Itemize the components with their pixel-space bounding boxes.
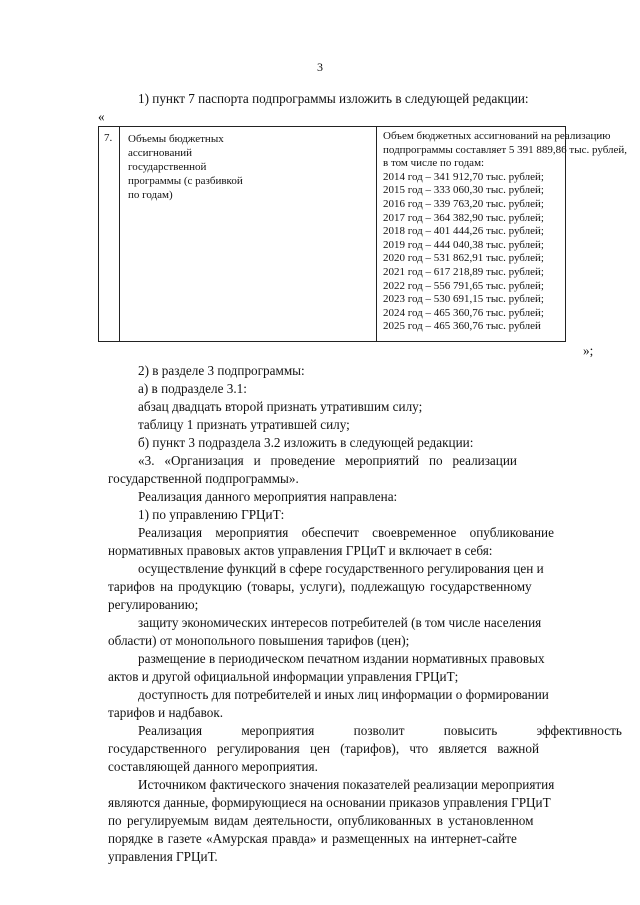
para2-line-1: осуществление функций в сфере государственного регулирования цен и xyxy=(138,561,544,576)
close-quote: »; xyxy=(583,343,594,358)
para1-line-2: нормативных правовых актов управления ГРЦиТ и включает в себя: xyxy=(108,543,493,558)
value-line: 2022 год – 556 791,65 тыс. рублей; xyxy=(383,279,544,292)
para7-line-3: по регулируемым видам деятельности, опубликованных в установленном xyxy=(108,813,534,828)
p3-line-2: государственной подпрограммы». xyxy=(108,471,299,486)
value-line: Объем бюджетных ассигнований на реализацию xyxy=(383,130,611,142)
para7-line-4: порядке в газете «Амурская правда» и размещенных на интернет-сайте xyxy=(108,831,517,846)
value-line: 2020 год – 531 862,91 тыс. рублей; xyxy=(383,252,544,265)
para7-line-5: управления ГРЦиТ. xyxy=(108,849,218,864)
open-quote: « xyxy=(98,109,105,124)
para6-line-3: составляющей данного мероприятия. xyxy=(108,759,318,774)
para4-line-1: размещение в периодическом печатном издании нормативных правовых xyxy=(138,651,545,666)
value-line: 2021 год – 617 218,89 тыс. рублей; xyxy=(383,265,544,278)
label-line: государственной xyxy=(128,161,207,173)
para5-line-1: доступность для потребителей и иных лиц информации о формировании xyxy=(138,687,549,702)
para3-line-2: области) от монопольного повышения тарифов (цен); xyxy=(108,633,410,648)
para2-line-3: регулированию; xyxy=(108,597,199,612)
label-line: программы (с разбивкой xyxy=(128,175,243,187)
para6-line-2: государственного регулирования цен (тарифов), что является важной xyxy=(108,741,540,756)
label-line: Объемы бюджетных xyxy=(128,133,224,145)
realization-heading: Реализация данного мероприятия направлена: xyxy=(138,489,398,504)
value-line: 2015 год – 333 060,30 тыс. рублей; xyxy=(383,184,544,197)
row-value xyxy=(377,127,628,341)
value-line: 2024 год – 465 360,76 тыс. рублей; xyxy=(383,306,544,319)
row-number: 7. xyxy=(99,127,120,341)
row-label xyxy=(120,127,377,341)
para7-line-2: являются данные, формирующиеся на основании приказов управления ГРЦиТ xyxy=(108,795,551,810)
abzac-line: абзац двадцать второй признать утратившим силу; xyxy=(138,399,423,414)
para3-line-1: защиту экономических интересов потребителей (в том числе населения xyxy=(138,615,542,630)
item-b: б) пункт 3 подраздела 3.2 изложить в следующей редакции: xyxy=(138,435,474,450)
para5-line-2: тарифов и надбавок. xyxy=(108,705,224,720)
intro-line: 1) пункт 7 паспорта подпрограммы изложить в следующей редакции: xyxy=(138,91,529,106)
page-number: 3 xyxy=(317,60,323,74)
value-line: 2025 год – 465 360,76 тыс. рублей xyxy=(383,320,541,333)
item-2: 2) в разделе 3 подпрограммы: xyxy=(138,363,305,378)
para2-line-2: тарифов на продукцию (товары, услуги), подлежащую государственному xyxy=(108,579,532,594)
p3-line-1: «3. «Организация и проведение мероприятий по реализации xyxy=(138,453,517,468)
para7-line-1: Источником фактического значения показателей реализации мероприятия xyxy=(138,777,555,792)
item-a: а) в подразделе 3.1: xyxy=(138,381,247,396)
upr-line: 1) по управлению ГРЦиТ: xyxy=(138,507,285,522)
value-line: 2019 год – 444 040,38 тыс. рублей; xyxy=(383,238,544,251)
value-line: подпрограммы составляет 5 391 889,86 тыс. рублей, xyxy=(383,143,628,156)
value-line: в том числе по годам: xyxy=(383,157,485,170)
para1-line-1: Реализация мероприятия обеспечит своевременное опубликование xyxy=(138,525,554,540)
value-line: 2018 год – 401 444,26 тыс. рублей; xyxy=(383,225,544,238)
value-line: 2023 год – 530 691,15 тыс. рублей; xyxy=(383,293,544,306)
passport-table xyxy=(98,126,628,342)
value-line: 2016 год – 339 763,20 тыс. рублей; xyxy=(383,197,544,210)
para4-line-2: актов и другой официальной информации управления ГРЦиТ; xyxy=(108,669,459,684)
value-line: 2014 год – 341 912,70 тыс. рублей; xyxy=(383,170,544,183)
table1-line: таблицу 1 признать утратившей силу; xyxy=(138,417,350,432)
label-line: ассигнований xyxy=(128,147,193,159)
label-line: по годам) xyxy=(128,189,173,201)
value-line: 2017 год – 364 382,90 тыс. рублей; xyxy=(383,211,544,224)
para6-line-1: Реализация мероприятия позволит повысить эффективность xyxy=(138,723,622,738)
